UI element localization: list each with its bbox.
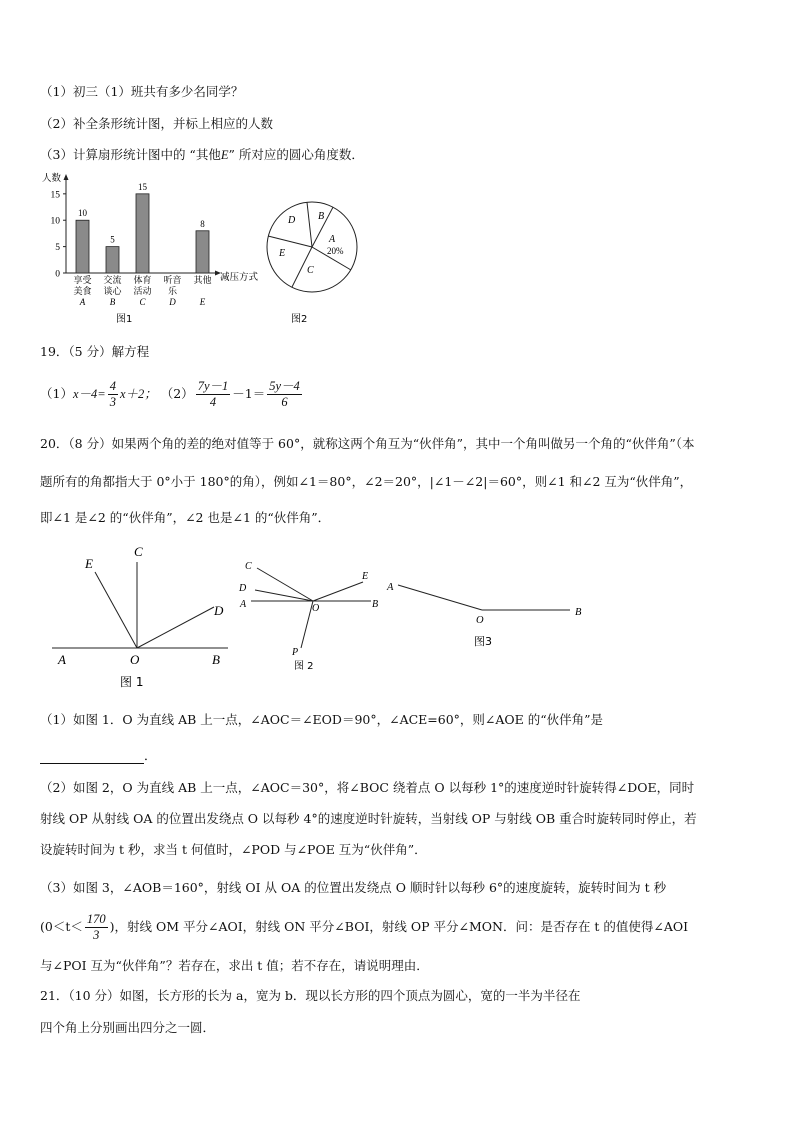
q19-part2-fraction-1: [196, 379, 231, 410]
q20-part3-range-den: 3: [93, 928, 100, 942]
category-label-line2: 美食: [73, 287, 92, 297]
q20-part1-answer-line: [40, 748, 157, 764]
pie-label-d: D: [288, 215, 296, 226]
q19-part1-fraction: [108, 379, 118, 410]
q18-part3-text-a: （3）计算扇形统计图中的 “其他: [40, 147, 221, 162]
category-label-line2: 乐: [167, 287, 178, 297]
fig2-caption: 图 2: [294, 661, 314, 672]
q18-part3: [40, 147, 364, 163]
category-label-line1: 其他: [193, 276, 212, 286]
bar-value-label: 5: [110, 234, 115, 245]
category-letter: E: [199, 297, 206, 307]
q19-part1-den: 3: [109, 395, 116, 409]
category-letter: D: [169, 297, 176, 307]
fig3-label-o: O: [476, 615, 484, 626]
bar: [196, 231, 209, 273]
q20-part1-blank: [40, 751, 144, 764]
q20-line-2: 题所有的角都指大于 0°小于 180°的角），例如∠1＝80°，∠2＝20°，|∠1－∠2|＝60°，则∠1 和∠2 互为“伙伴角”，: [40, 474, 693, 489]
q19-part2-fraction-2: [267, 379, 302, 410]
fig2-label-a: A: [240, 599, 247, 610]
fig2-label-p: P: [292, 647, 299, 658]
fig2-label-o: O: [312, 603, 320, 614]
q20-line-1: 20．（8 分）如果两个角的差的绝对值等于 60°，就称这两个角互为“伙伴角”，其中一个角叫做另一个角的“伙伴角”（本: [40, 436, 695, 451]
pie-label-c: C: [307, 265, 314, 276]
fig2-label-b: B: [372, 599, 379, 610]
q19-part1-prefix: （1）: [40, 386, 73, 401]
fig2-ray-oe: [313, 582, 363, 601]
y-axis-title: 人数: [42, 173, 62, 184]
pie-chart-caption: 图2: [291, 314, 308, 325]
q18-part2: （2）补全条形统计图，并标上相应的人数: [40, 116, 273, 131]
fig3-caption: 图3: [474, 635, 492, 648]
fig1-label-a: A: [58, 652, 66, 667]
q19-part2-prefix: （2）: [160, 386, 194, 401]
q18-part1: （1）初三（1）班共有多少名同学？: [40, 84, 244, 99]
fig1-label-d: D: [214, 603, 224, 618]
q19-part2-den1: 4: [209, 395, 217, 409]
fig1-ray-od: [137, 607, 214, 648]
q20-line-3: 即∠1 是∠2 的“伙伴角”，∠2 也是∠1 的“伙伴角”．: [40, 510, 331, 525]
y-axis-arrow: [64, 174, 69, 180]
q20-part2-line-1: （2）如图 2，O 为直线 AB 上一点，∠AOC＝30°，将∠BOC 绕着点 O 以每秒 1°的速度逆时针旋转得∠DOE，同时: [40, 780, 695, 795]
fig1-ray-oe: [95, 572, 137, 648]
q20-part3-line-1: （3）如图 3，∠AOB＝160°，射线 OI 从 OA 的位置出发绕点 O 顺时针以每秒 6°的速度旋转，旋转时间为 t 秒: [40, 880, 667, 895]
category-letter: C: [139, 297, 146, 307]
fig1-label-b: B: [212, 652, 220, 667]
category-label-line1: 享受: [73, 276, 92, 286]
q18-part3-var: E: [220, 148, 229, 162]
fig2-label-e: E: [362, 571, 369, 582]
q21-line-1: 21．（10 分）如图，长方形的长为 a，宽为 b．现以长方形的四个顶点为圆心，宽的一半为半径在: [40, 988, 581, 1003]
x-axis-title: 减压方式: [220, 272, 259, 283]
q20-part3-line-3: 与∠POI 互为“伙伴角”？若存在，求出 t 值；若不存在，请说明理由．: [40, 958, 429, 973]
bar-value-label: 15: [138, 181, 147, 192]
fig3-ray-oa: [398, 585, 482, 610]
q20-part1-period: ．: [144, 748, 157, 763]
bar: [136, 194, 149, 273]
q19-part2-num2: 5y－4: [269, 379, 300, 393]
y-tick-label: 0: [55, 269, 60, 280]
q19-part2-mid: －1＝: [232, 386, 266, 401]
category-label-line2: 活动: [133, 287, 152, 297]
pie-label-e: E: [279, 248, 286, 259]
fig1-label-o: O: [130, 652, 140, 667]
fig1-label-c: C: [134, 544, 143, 559]
pie-annotation-20pct: 20%: [327, 246, 344, 256]
q19-part2-num1: 7y－1: [197, 379, 229, 393]
category-label-line1: 体育: [133, 276, 152, 286]
q19-title: 19．（5 分）解方程: [40, 344, 150, 359]
fig3-label-a: A: [387, 582, 394, 593]
q20-part3-range-fraction: [85, 912, 108, 943]
bar-chart: [40, 170, 270, 330]
category-label-line2: 谈心: [103, 287, 122, 297]
bar-value-label: 10: [78, 208, 87, 219]
bar: [76, 220, 89, 273]
y-tick-label: 10: [50, 216, 60, 227]
q20-figure-1: [50, 540, 240, 690]
q19-part1-rhs: x＋2；: [119, 387, 157, 401]
category-label-line1: 交流: [103, 276, 122, 286]
pie-label-a: A: [329, 234, 336, 245]
q19-equations: [40, 377, 304, 411]
pie-divider-top-left: [307, 202, 312, 247]
q19-part1-num: 4: [109, 379, 116, 393]
q20-part2-line-2: 射线 OP 从射线 OA 的位置出发绕点 O 以每秒 4°的速度逆时针旋转，当射线 OP 与射线 OB 重合时旋转同时停止，若: [40, 811, 697, 826]
q20-part3-line-2: [40, 910, 688, 944]
q20-part3-range-num: 170: [86, 912, 106, 926]
fig2-label-d: D: [239, 583, 247, 594]
q20-figure-3: [380, 575, 590, 655]
q18-part3-text-b: ” 所对应的圆心角度数．: [228, 147, 364, 162]
bar: [106, 247, 119, 273]
q20-part2-line-3: 设旋转时间为 t 秒，求当 t 何值时，∠POD 与∠POE 互为“伙伴角”．: [40, 842, 427, 857]
category-letter: A: [79, 297, 86, 307]
fig1-label-e: E: [85, 556, 93, 571]
bar-value-label: 8: [200, 218, 205, 229]
q20-part3-range-prefix: (0＜t＜: [40, 919, 83, 934]
category-letter: B: [109, 297, 116, 307]
bar-chart-caption: 图1: [116, 314, 133, 325]
category-label-line1: 听音: [163, 276, 182, 286]
q19-part2-den2: 6: [281, 395, 288, 409]
fig2-label-c: C: [245, 561, 252, 572]
pie-chart: [262, 200, 362, 328]
q20-figure-2: [235, 555, 385, 675]
y-tick-label: 5: [55, 243, 60, 254]
q21-line-2: 四个角上分别画出四分之一圆．: [40, 1020, 216, 1035]
q20-part3-range-suffix: )，射线 OM 平分∠AOI，射线 ON 平分∠BOI，射线 OP 平分∠MON．问：是否存在 t 的值使得∠AOI: [109, 919, 689, 934]
fig3-label-b: B: [575, 607, 582, 618]
pie-label-b: B: [318, 211, 325, 222]
q19-part1-lhs: x－4=: [72, 387, 106, 401]
q20-part1-text: （1）如图 1．O 为直线 AB 上一点，∠AOC＝∠EOD＝90°，∠ACE=60°，则∠AOE 的“伙伴角”是: [40, 712, 604, 727]
y-tick-label: 15: [50, 190, 60, 201]
fig1-caption: 图 1: [120, 675, 144, 689]
pie-divider-left: [268, 236, 312, 247]
